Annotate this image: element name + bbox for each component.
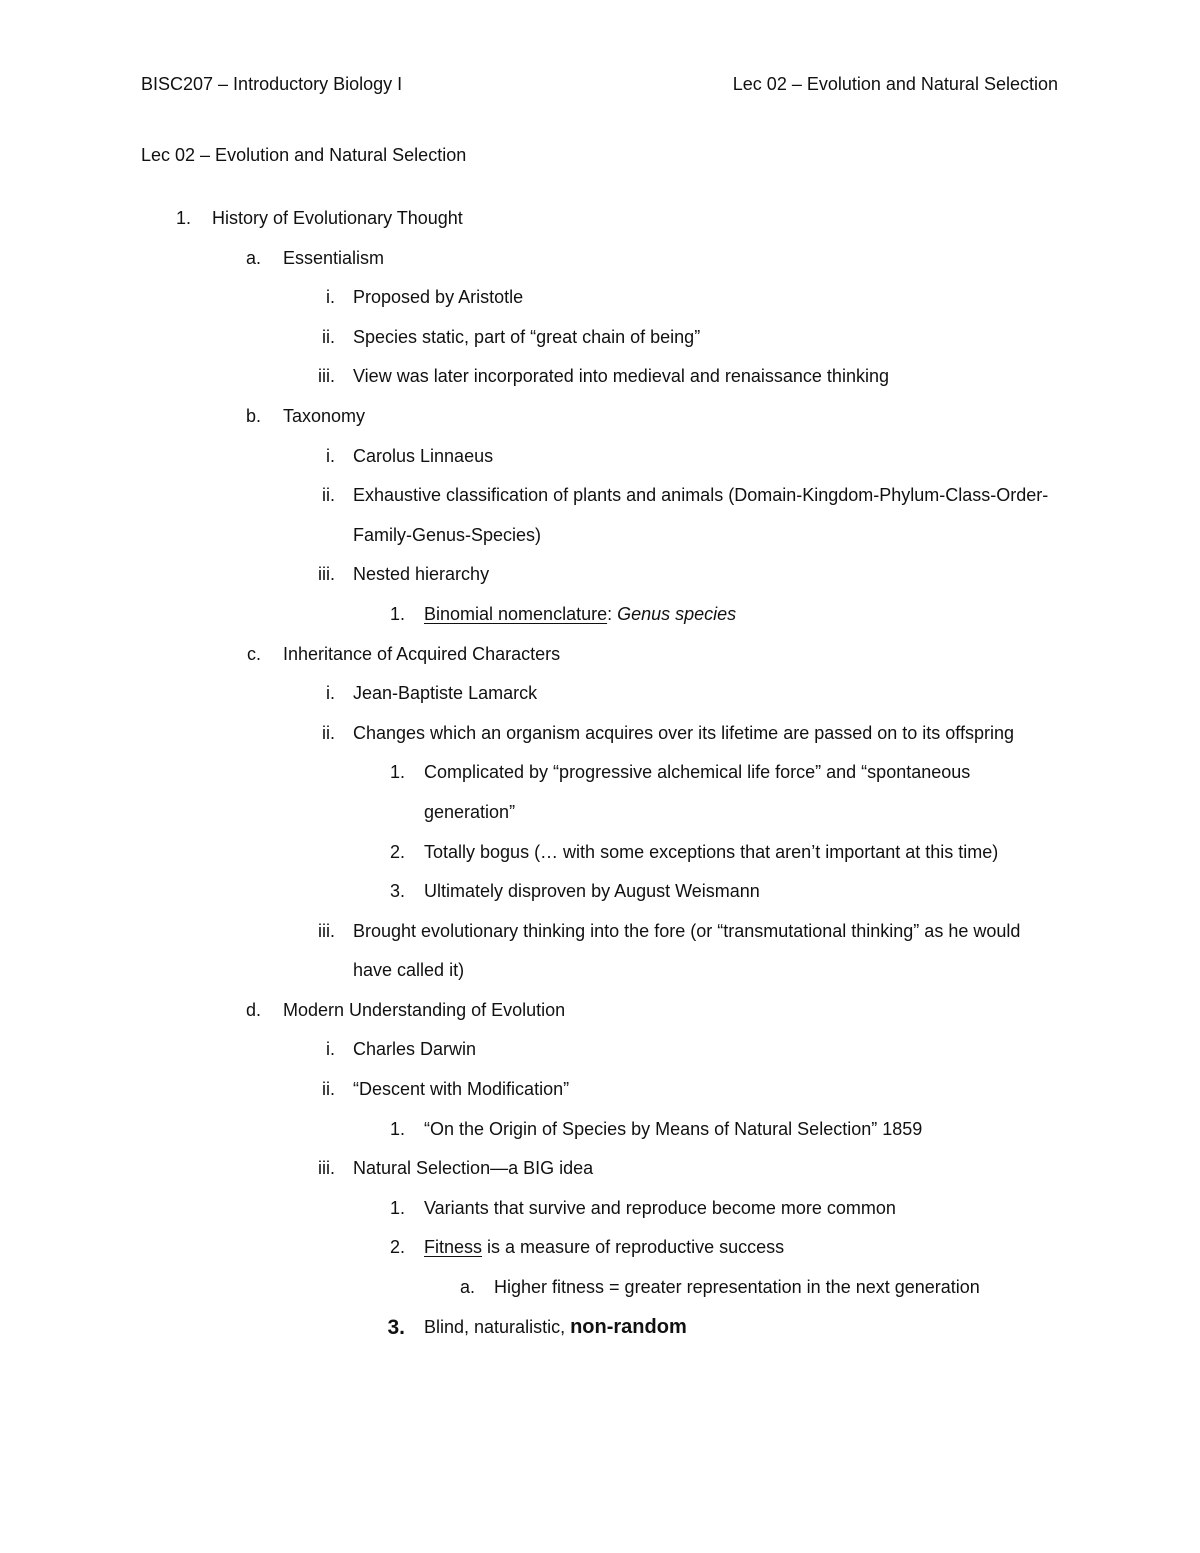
list-marker: iii. xyxy=(318,564,335,585)
list-marker: i. xyxy=(326,287,335,308)
outline-text: History of Evolutionary Thought xyxy=(212,208,463,228)
outline-text: Nested hierarchy xyxy=(353,564,490,585)
header-lecture: Lec 02 – Evolution and Natural Selection xyxy=(732,74,1058,94)
outline-item xyxy=(0,674,1200,714)
list-marker: iii. xyxy=(318,1158,335,1179)
outline-item xyxy=(0,753,1200,832)
header-course: BISC207 – Introductory Biology I xyxy=(141,74,403,94)
list-marker: d. xyxy=(245,999,261,1020)
outline-item xyxy=(0,872,1200,912)
term-binomial-nomenclature: Binomial nomenclature xyxy=(424,603,608,624)
outline-text: Modern Understanding of Evolution xyxy=(283,999,566,1020)
outline-text: “On the Origin of Species by Means of Natural Selection” 1859 xyxy=(424,1118,923,1139)
outline-text: Essentialism xyxy=(283,247,385,268)
list-marker: 2. xyxy=(389,1237,405,1258)
outline-item xyxy=(0,437,1200,477)
outline-text xyxy=(424,1228,1044,1268)
outline-item xyxy=(0,1070,1200,1110)
outline-item xyxy=(0,357,1200,397)
list-marker: 3. xyxy=(387,1315,405,1339)
list-marker: c. xyxy=(246,643,261,664)
plain-text: Blind, naturalistic, xyxy=(424,1316,571,1337)
outline-text: Variants that survive and reproduce become more common xyxy=(424,1197,896,1218)
list-marker: ii. xyxy=(322,485,335,506)
outline-text: Taxonomy xyxy=(283,405,366,426)
definition-text: is a measure of reproductive success xyxy=(482,1237,785,1258)
list-marker: b. xyxy=(245,405,261,426)
list-marker: a. xyxy=(459,1277,475,1298)
outline-text xyxy=(424,1308,1044,1348)
list-marker: i. xyxy=(326,1039,335,1060)
list-marker: ii. xyxy=(322,1079,335,1100)
outline-item xyxy=(0,397,1200,437)
outline-item xyxy=(0,912,1200,991)
outline-item xyxy=(0,1189,1200,1229)
list-marker: iii. xyxy=(318,920,335,941)
list-marker: i. xyxy=(326,445,335,466)
outline-item xyxy=(0,635,1200,675)
outline-text: Jean-Baptiste Lamarck xyxy=(353,683,538,704)
page-title: Lec 02 – Evolution and Natural Selection xyxy=(141,145,467,165)
outline-text: Species static, part of “great chain of being” xyxy=(353,326,701,347)
list-marker: 1. xyxy=(389,1118,405,1139)
outline-item xyxy=(0,555,1200,595)
outline-text: “Descent with Modification” xyxy=(353,1079,570,1100)
list-marker: i. xyxy=(326,683,335,704)
outline-item xyxy=(0,199,1200,239)
outline-item xyxy=(0,1149,1200,1189)
example-genus-species: Genus species xyxy=(617,603,737,624)
outline-text: Changes which an organism acquires over its lifetime are passed on to its offspring xyxy=(353,722,1015,743)
outline-text: Natural Selection—a BIG idea xyxy=(353,1158,594,1179)
outline-item xyxy=(0,1030,1200,1070)
outline-text xyxy=(424,595,1044,635)
list-marker: ii. xyxy=(322,722,335,743)
outline-item xyxy=(0,1228,1200,1268)
outline-text: Carolus Linnaeus xyxy=(353,445,494,466)
outline-text: Exhaustive classification of plants and animals (Domain-Kingdom-Phylum-Class-Order-Family-Genus-Species) xyxy=(353,485,1049,545)
outline-item xyxy=(0,1268,1200,1308)
outline-item xyxy=(0,833,1200,873)
list-marker: 3. xyxy=(389,881,405,902)
emphasis-non-random: non-random xyxy=(570,1315,687,1338)
outline-item xyxy=(0,318,1200,358)
outline-item xyxy=(0,595,1200,635)
outline-item xyxy=(0,476,1200,555)
outline-item xyxy=(0,278,1200,318)
outline-text: Brought evolutionary thinking into the fore (or “transmutational thinking” as he would have called it) xyxy=(353,920,1021,981)
outline-text: View was later incorporated into medieval and renaissance thinking xyxy=(353,366,889,387)
outline-text: Inheritance of Acquired Characters xyxy=(283,643,561,664)
list-marker: ii. xyxy=(322,326,335,347)
outline-item xyxy=(0,991,1200,1031)
term-fitness: Fitness xyxy=(424,1237,483,1258)
separator: : xyxy=(607,603,618,624)
list-marker: iii. xyxy=(318,366,335,387)
outline-item xyxy=(0,714,1200,754)
outline-item xyxy=(0,1110,1200,1150)
list-marker: 1. xyxy=(175,208,191,228)
outline-text: Proposed by Aristotle xyxy=(353,287,524,308)
list-marker: 1. xyxy=(389,603,405,624)
outline-text: Complicated by “progressive alchemical life force” and “spontaneous generation” xyxy=(424,762,971,822)
list-marker: a. xyxy=(245,247,261,268)
outline-item xyxy=(0,1308,1200,1348)
outline-text: Ultimately disproven by August Weismann xyxy=(424,881,760,902)
outline-text: Charles Darwin xyxy=(353,1039,477,1060)
outline-item xyxy=(0,239,1200,279)
outline-text: Higher fitness = greater representation in the next generation xyxy=(494,1277,980,1298)
list-marker: 1. xyxy=(389,762,405,783)
lecture-outline xyxy=(0,199,1200,1347)
list-marker: 2. xyxy=(389,841,405,862)
list-marker: 1. xyxy=(389,1197,405,1218)
outline-text: Totally bogus (… with some exceptions that aren’t important at this time) xyxy=(424,841,999,862)
